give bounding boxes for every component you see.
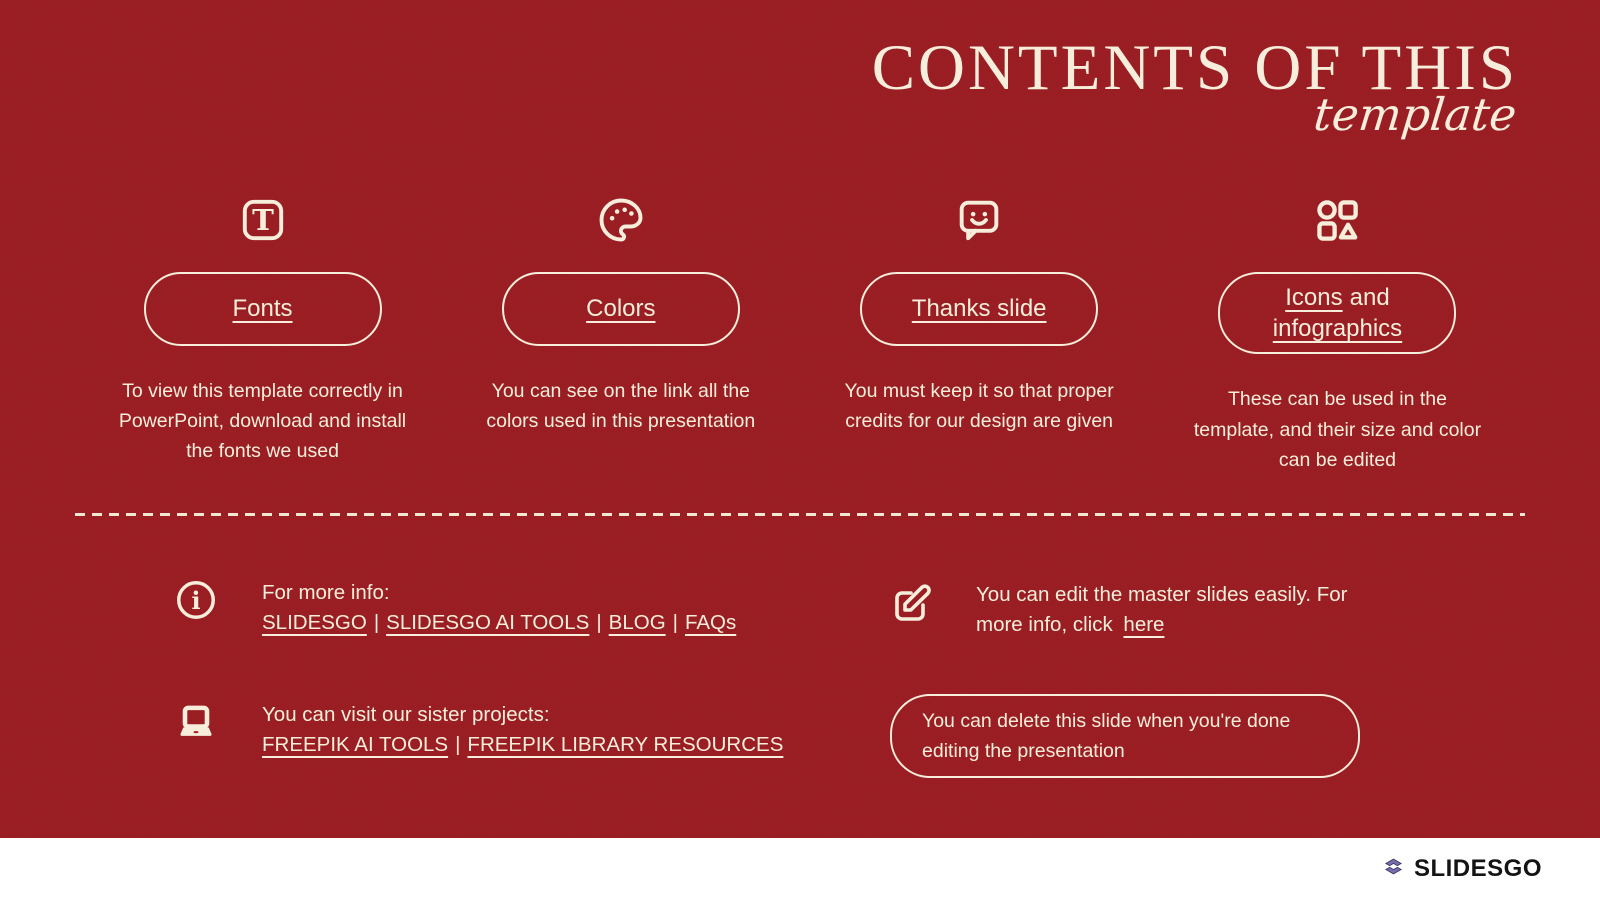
- colors-pill-link[interactable]: [502, 272, 740, 346]
- fonts-pill-label: Fonts: [232, 295, 293, 323]
- link-freepik-library-resources[interactable]: FREEPIK LIBRARY RESOURCES: [467, 733, 784, 756]
- sister-projects-block: [174, 700, 783, 760]
- info-circle-icon: [174, 578, 218, 622]
- dashed-divider: [75, 513, 1525, 516]
- link-blog[interactable]: BLOG: [608, 611, 666, 634]
- infographics-link-label[interactable]: infographics: [1272, 315, 1403, 343]
- edit-note-body: You can edit the master slides easily. For more info, click: [976, 583, 1348, 636]
- laptop-icon: [174, 700, 218, 744]
- column-fonts: [105, 192, 420, 475]
- shapes-icon: [1311, 192, 1363, 248]
- link-slidesgo-ai-tools[interactable]: SLIDESGO AI TOOLS: [386, 611, 590, 634]
- svg-text:T: T: [251, 202, 274, 237]
- column-thanks-slide: [822, 192, 1137, 475]
- edit-note-text: [976, 580, 1371, 640]
- link-slidesgo[interactable]: SLIDESGO: [262, 611, 367, 634]
- delete-note-text: You can delete this slide when you're done editing the presentation: [922, 710, 1291, 762]
- title-line-1: CONTENTS OF THIS: [871, 32, 1518, 104]
- colors-description: You can see on the link all the colors used in this presentation: [486, 380, 756, 433]
- pipe-separator: |: [596, 611, 602, 634]
- link-faqs[interactable]: FAQs: [684, 611, 737, 634]
- slidesgo-logo-icon: [1380, 853, 1407, 885]
- sister-projects-links: [262, 730, 783, 760]
- colors-pill-label: Colors: [586, 295, 656, 323]
- thanks-slide-pill-label: Thanks slide: [911, 295, 1047, 323]
- svg-text:i: i: [191, 587, 201, 616]
- palette-icon: [595, 192, 647, 248]
- letter-t-icon: [237, 192, 289, 248]
- fonts-description: To view this template correctly in PowerPoint, download and install the fonts we used: [118, 380, 407, 463]
- column-colors: [463, 192, 778, 475]
- smiley-chat-icon: [953, 192, 1005, 248]
- title-line-2: template: [1311, 88, 1519, 142]
- sister-projects-text: [262, 700, 783, 760]
- more-info-links: [262, 608, 736, 638]
- icons-label-joiner: and: [1349, 284, 1390, 311]
- slidesgo-brand[interactable]: [1380, 853, 1542, 885]
- pipe-separator: |: [455, 733, 461, 756]
- more-info-block: [174, 578, 736, 638]
- icons-link-label[interactable]: Icons: [1285, 284, 1343, 311]
- thanks-slide-pill-link[interactable]: [860, 272, 1098, 346]
- slidesgo-brand-text: SLIDESGO: [1413, 855, 1542, 882]
- content-columns: [105, 192, 1495, 475]
- link-freepik-ai-tools[interactable]: FREEPIK AI TOOLS: [262, 733, 449, 756]
- slide-title: [872, 34, 1518, 141]
- icons-infographics-description: These can be used in the template, and their size and color can be edited: [1193, 388, 1482, 471]
- icons-infographics-pill-link[interactable]: [1218, 272, 1456, 354]
- pipe-separator: |: [373, 611, 380, 634]
- page-footer: [0, 838, 1600, 900]
- edit-note-block: [888, 580, 1371, 640]
- pipe-separator: |: [672, 611, 678, 634]
- more-info-text: [262, 578, 736, 638]
- column-icons-infographics: [1180, 192, 1495, 475]
- fonts-pill-link[interactable]: [144, 272, 382, 346]
- link-here[interactable]: here: [1123, 613, 1165, 636]
- thanks-slide-description: You must keep it so that proper credits for our design are given: [844, 380, 1114, 433]
- more-info-heading: For more info:: [262, 581, 390, 604]
- sister-projects-heading: You can visit our sister projects:: [262, 703, 550, 726]
- delete-note-pill: [890, 694, 1360, 778]
- edit-pencil-icon: [888, 580, 936, 628]
